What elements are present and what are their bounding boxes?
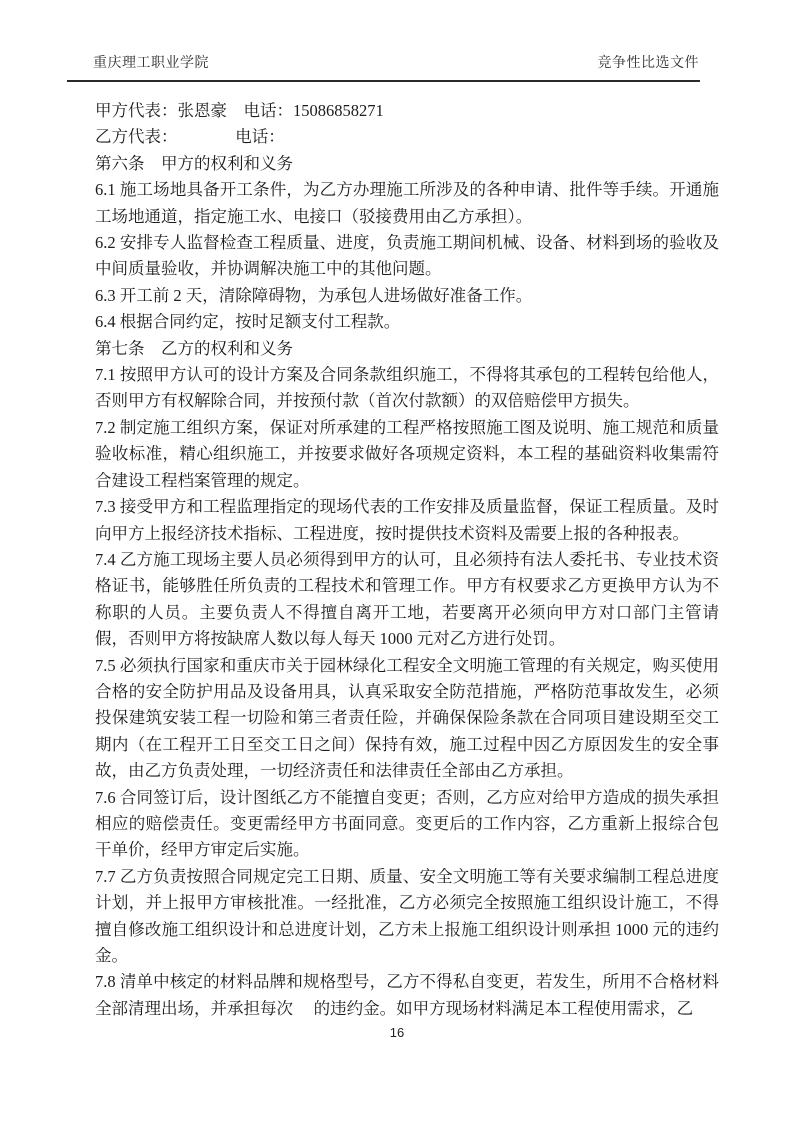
contract-paragraph: 7.7 乙方负责按照合同规定完工日期、质量、安全文明施工等有关要求编制工程总进度计划，并上报甲方审核批准。一经批准，乙方必须完全按照施工组织设计施工，不得擅自修改施工组织设计和总进度计划，乙方未上报施工组织设计则承担 1000 元的违约金。 bbox=[95, 866, 720, 965]
contract-paragraph: 7.5 必须执行国家和重庆市关于园林绿化工程安全文明施工管理的有关规定，购买使用合格的安全防护用品及设备用具，认真采取安全防范措施，严格防范事故发生，必须投保建筑安装工程一切险和第三者责任险，并确保保险条款在合同项目建设期至交工期内（在工程开工日至交工日之间）保持有效，施工过程中因乙方原因发生的安全事故，由乙方负责处理，一切经济责任和法律责任全部由乙方承担。 bbox=[95, 655, 719, 781]
contract-paragraph: 6.3 开工前 2 天，清除障碍物，为承包人进场做好准备工作。 bbox=[95, 285, 533, 305]
contract-paragraph: 第六条 甲方的权利和义务 bbox=[95, 153, 293, 173]
contract-paragraph: 7.6 合同签订后，设计图纸乙方不能擅自变更；否则，乙方应对给甲方造成的损失承担相应的赔偿责任。变更需经甲方书面同意。变更后的工作内容，乙方重新上报综合包干单价，经甲方审定后实施。 bbox=[95, 787, 719, 860]
contract-paragraph: 7.8 清单中核定的材料品牌和规格型号，乙方不得私自变更，若发生，所用不合格材料全部清理出场，并承担每次 的违约金。如甲方现场材料满足本工程使用需求，乙 bbox=[95, 972, 719, 1018]
contract-body bbox=[95, 98, 719, 1022]
header-document-type: 竞争性比选文件 bbox=[597, 56, 699, 71]
contract-paragraph: 乙方代表： 电话： bbox=[95, 127, 285, 147]
contract-paragraph: 6.2 安排专人监督检查工程质量、进度，负责施工期间机械、设备、材料到场的验收及中间质量验收，并协调解决施工中的其他问题。 bbox=[95, 233, 719, 279]
contract-paragraph: 7.4 乙方施工现场主要人员必须得到甲方的认可，且必须持有法人委托书、专业技术资格证书，能够胜任所负责的工程技术和管理工作。甲方有权要求乙方更换甲方认为不称职的人员。主要负责人不得擅自离开工地，若要离开必须向甲方对口部门主管请假，否则甲方将按缺席人数以每人每天 1000 元对乙方进行处罚。 bbox=[95, 549, 719, 649]
contract-paragraph: 6.1 施工场地具备开工条件，为乙方办理施工所涉及的各种申请、批件等手续。开通施工场地通道，指定施工水、电接口（驳接费用由乙方承担）。 bbox=[95, 180, 719, 226]
contract-paragraph: 7.2 制定施工组织方案，保证对所承建的工程严格按照施工图及说明、施工规范和质量验收标准，精心组织施工，并按要求做好各项规定资料，本工程的基础资料收集需符合建设工程档案管理的规定。 bbox=[95, 417, 719, 490]
contract-paragraph: 7.1 按照甲方认可的设计方案及合同条款组织施工，不得将其承包的工程转包给他人，否则甲方有权解除合同，并按预付款（首次付款额）的双倍赔偿甲方损失。 bbox=[95, 365, 719, 411]
contract-paragraph: 甲方代表：张恩豪 电话：15086858271 bbox=[95, 101, 384, 120]
header-school-name: 重庆理工职业学院 bbox=[93, 56, 209, 71]
contract-paragraph: 第七条 乙方的权利和义务 bbox=[95, 338, 293, 358]
contract-paragraph: 7.3 接受甲方和工程监理指定的现场代表的工作安排及质量监督，保证工程质量。及时向甲方上报经济技术指标、工程进度，按时提供技术资料及需要上报的各种报表。 bbox=[95, 497, 719, 543]
page-header bbox=[67, 52, 700, 82]
page-number: 16 bbox=[389, 1025, 405, 1040]
contract-paragraph: 6.4 根据合同约定，按时足额支付工程款。 bbox=[95, 312, 401, 332]
